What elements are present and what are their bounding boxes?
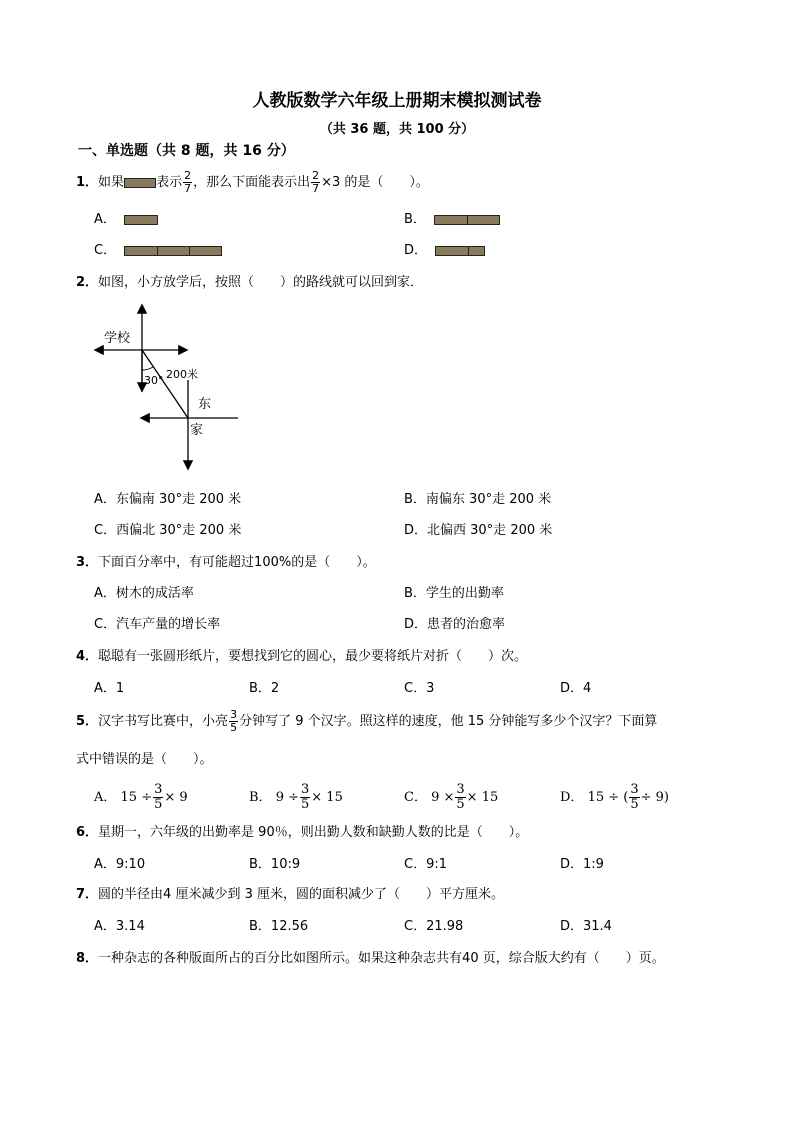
page-subtitle: （共 36 题，共 100 分） bbox=[319, 122, 475, 137]
question-number: 2． bbox=[76, 275, 99, 290]
q2-option-d[interactable]: D．北偏西 30°走 200 米 bbox=[404, 523, 553, 538]
q1-option-d[interactable]: D． bbox=[404, 239, 484, 258]
fraction: $\frac{3}{5}$ bbox=[154, 782, 163, 812]
q6-option-b[interactable]: B．10:9 bbox=[249, 857, 301, 872]
question-2 bbox=[76, 271, 423, 290]
q4-option-d[interactable]: D．4 bbox=[560, 681, 592, 696]
question-number: 8． bbox=[76, 951, 99, 966]
q3-option-b[interactable]: B．学生的出勤率 bbox=[404, 586, 504, 601]
bar-figure bbox=[124, 178, 156, 188]
label-home: 家 bbox=[190, 423, 204, 438]
question-1 bbox=[76, 170, 429, 195]
q5-option-d[interactable]: D． 15 ÷ ( $\frac{3}{5}$ ÷ 9) bbox=[560, 782, 670, 812]
q5-option-b[interactable]: B． 9 ÷ $\frac{3}{5}$ × 15 bbox=[249, 782, 343, 812]
q4-option-c[interactable]: C．3 bbox=[404, 681, 435, 696]
question-6 bbox=[76, 821, 528, 840]
question-text: 如图，小方放学后，按照（ ）的路线就可以回到家． bbox=[98, 275, 424, 290]
q3-option-c[interactable]: C．汽车产量的增长率 bbox=[94, 617, 221, 632]
question-number: 5． bbox=[76, 714, 99, 729]
question-text: 星期一，六年级的出勤率是 90％，则出勤人数和缺勤人数的比是（ ）。 bbox=[98, 825, 529, 840]
fraction: $\frac{2}{7}$ bbox=[184, 169, 192, 195]
fraction: $\frac{3}{5}$ bbox=[456, 782, 465, 812]
question-text: 一种杂志的各种版面所占的百分比如图所示。如果这种杂志共有40 页，综合版大约有（ ）页。 bbox=[98, 951, 665, 966]
question-text: 汉字书写比赛中，小亮 bbox=[98, 714, 229, 729]
label-distance: 200米 bbox=[166, 368, 198, 381]
q6-option-d[interactable]: D．1:9 bbox=[560, 857, 604, 872]
bar-figure bbox=[435, 243, 484, 258]
question-number: 3． bbox=[76, 555, 99, 570]
question-text: ，那么下面能表示出 bbox=[193, 175, 311, 190]
q3-option-a[interactable]: A．树木的成活率 bbox=[94, 586, 194, 601]
direction-diagram bbox=[90, 300, 250, 472]
fraction: $\frac{3}{5}$ bbox=[230, 708, 238, 734]
q1-option-b[interactable]: B． bbox=[404, 208, 499, 227]
question-3 bbox=[76, 551, 376, 570]
question-5 bbox=[76, 709, 657, 734]
q2-option-a[interactable]: A．东偏南 30°走 200 米 bbox=[94, 492, 242, 507]
question-text: ×3 的是（ ）。 bbox=[321, 175, 429, 190]
question-number: 1． bbox=[76, 175, 99, 190]
question-text: 如果 bbox=[98, 175, 125, 190]
bar-figure bbox=[434, 212, 499, 227]
label-school: 学校 bbox=[104, 331, 131, 346]
question-text: 聪聪有一张圆形纸片，要想找到它的圆心，最少要将纸片对折（ ）次。 bbox=[98, 649, 528, 664]
q3-option-d[interactable]: D．患者的治愈率 bbox=[404, 617, 506, 632]
q7-option-b[interactable]: B．12.56 bbox=[249, 919, 309, 934]
q6-option-c[interactable]: C．9:1 bbox=[404, 857, 447, 872]
question-number: 6． bbox=[76, 825, 99, 840]
bar-figure bbox=[124, 215, 158, 225]
fraction: $\frac{2}{7}$ bbox=[312, 169, 320, 195]
question-text: 下面百分率中，有可能超过100%的是（ ）。 bbox=[98, 555, 376, 570]
question-4 bbox=[76, 645, 527, 664]
question-text: 分钟写了 9 个汉字。照这样的速度，他 15 分钟能写多少个汉字？下面算 bbox=[239, 714, 658, 729]
q1-option-c[interactable]: C． bbox=[94, 239, 221, 258]
section-heading-single-choice: 一、单选题（共 8 题，共 16 分） bbox=[78, 143, 295, 159]
fraction: $\frac{3}{5}$ bbox=[630, 782, 639, 812]
question-text: 圆的半径由4 厘米减少到 3 厘米，圆的面积减少了（ ）平方厘米。 bbox=[98, 887, 504, 902]
q6-option-a[interactable]: A．9:10 bbox=[94, 857, 146, 872]
question-7 bbox=[76, 883, 504, 902]
page-title: 人教版数学六年级上册期末模拟测试卷 bbox=[252, 91, 542, 111]
q7-option-d[interactable]: D．31.4 bbox=[560, 919, 612, 934]
fraction: $\frac{3}{5}$ bbox=[301, 782, 310, 812]
q2-option-c[interactable]: C．西偏北 30°走 200 米 bbox=[94, 523, 242, 538]
question-8 bbox=[76, 947, 665, 966]
question-number: 4． bbox=[76, 649, 99, 664]
q4-option-b[interactable]: B．2 bbox=[249, 681, 280, 696]
q5-option-c[interactable]: C． 9 × $\frac{3}{5}$ × 15 bbox=[404, 782, 499, 812]
label-east: 东 bbox=[198, 397, 212, 412]
q2-option-b[interactable]: B．南偏东 30°走 200 米 bbox=[404, 492, 552, 507]
q7-option-c[interactable]: C．21.98 bbox=[404, 919, 464, 934]
bar-figure bbox=[124, 243, 221, 258]
q5-option-a[interactable]: A． 15 ÷ $\frac{3}{5}$ × 9 bbox=[94, 782, 188, 812]
label-angle: 30° bbox=[144, 374, 164, 387]
q1-option-a[interactable]: A． bbox=[94, 208, 158, 227]
question-text: 表示 bbox=[156, 175, 183, 190]
q7-option-a[interactable]: A．3.14 bbox=[94, 919, 145, 934]
q4-option-a[interactable]: A．1 bbox=[94, 681, 125, 696]
question-number: 7． bbox=[76, 887, 99, 902]
angle-arc bbox=[142, 367, 153, 370]
question-5-line2: 式中错误的是（ ）。 bbox=[76, 752, 213, 767]
